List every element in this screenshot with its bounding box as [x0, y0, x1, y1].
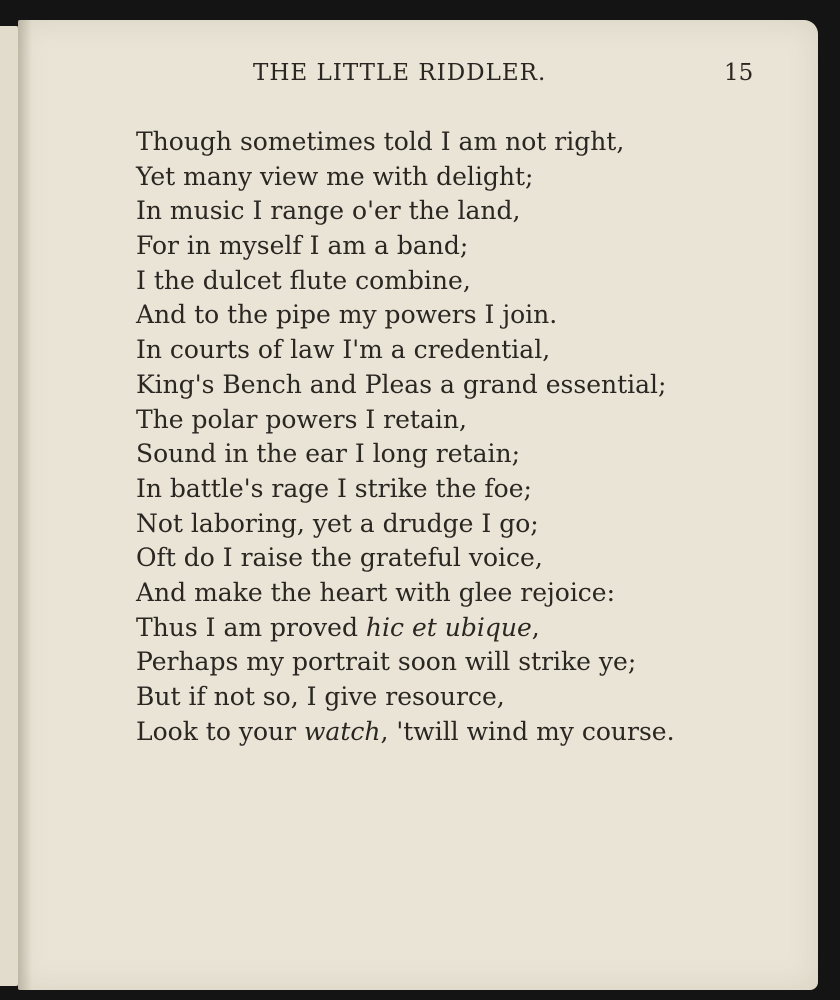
poem-line: In battle's rage I strike the foe;: [136, 473, 532, 503]
poem-line: [136, 611, 816, 646]
poem-line-text: Thus I am proved: [136, 612, 366, 642]
poem-line-italic: watch: [304, 716, 381, 746]
poem-line: Sound in the ear I long retain;: [136, 439, 520, 469]
poem-line: In courts of law I'm a credential,: [136, 335, 551, 365]
poem-line-italic: hic et ubique: [365, 612, 532, 642]
poem-line-text: , 'twill wind my course.: [380, 716, 675, 746]
poem-line: Oft do I raise the grateful voice,: [136, 543, 543, 573]
running-head-title: THE LITTLE RIDDLER.: [253, 60, 547, 86]
poem-line-text: Look to your: [136, 716, 305, 746]
poem-line: Yet many view me with delight;: [136, 161, 534, 191]
poem-line: But if not so, I give resource,: [136, 682, 505, 711]
previous-page-edge: [0, 26, 20, 986]
poem-line: And make the heart with glee rejoice:: [136, 577, 616, 607]
poem-line: Perhaps my portrait soon will strike ye;: [136, 647, 637, 677]
poem-line: The polar powers I retain,: [136, 404, 467, 434]
poem-line-text: ,: [531, 612, 540, 642]
poem-line: I the dulcet flute combine,: [136, 265, 471, 295]
poem-line: [136, 715, 816, 750]
poem-text: [136, 125, 816, 749]
poem-line: Not laboring, yet a drudge I go;: [136, 508, 539, 538]
poem-line: And to the pipe my powers I join.: [136, 300, 558, 330]
poem-line: King's Bench and Pleas a grand essential;: [136, 369, 667, 399]
running-head: [18, 60, 818, 96]
book-page: [18, 20, 818, 990]
page-number: 15: [724, 60, 754, 86]
poem-line: Though sometimes told I am not right,: [136, 127, 625, 156]
poem-line: In music I range o'er the land,: [136, 196, 521, 226]
page-gutter-shadow: [18, 20, 32, 990]
poem-line: For in myself I am a band;: [136, 231, 469, 261]
